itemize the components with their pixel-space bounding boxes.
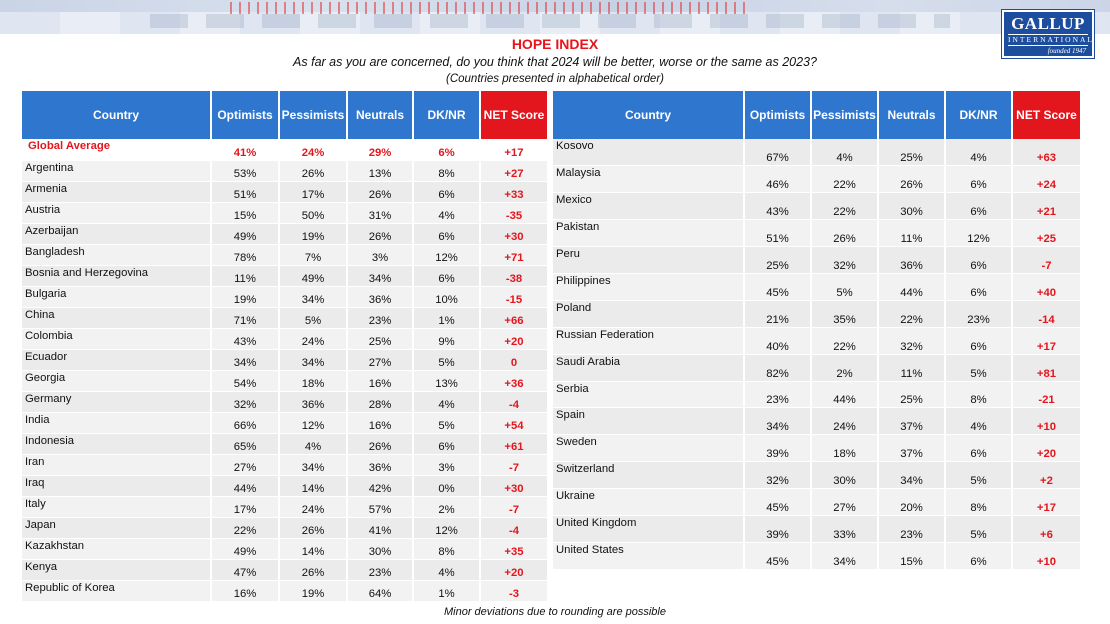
country-cell: Pakistan (553, 220, 744, 247)
pessimists-cell: 32% (811, 247, 878, 274)
neutrals-cell: 29% (347, 139, 413, 160)
table-row (22, 391, 547, 412)
optimists-cell: 23% (744, 381, 811, 408)
col-header-optimists: Optimists (744, 91, 811, 139)
net-score-cell: +71 (480, 244, 547, 265)
order-note: (Countries presented in alphabetical order) (446, 73, 664, 85)
optimists-cell: 41% (211, 139, 279, 160)
global-average-row (22, 139, 547, 160)
optimists-cell: 45% (744, 489, 811, 516)
country-cell: Russian Federation (553, 327, 744, 354)
neutrals-cell: 22% (878, 300, 945, 327)
dknr-cell: 5% (945, 354, 1012, 381)
neutrals-cell: 31% (347, 202, 413, 223)
country-cell: China (22, 307, 211, 328)
optimists-cell: 11% (211, 265, 279, 286)
neutrals-cell: 23% (347, 307, 413, 328)
country-cell: Republic of Korea (22, 580, 211, 601)
table-row (22, 538, 547, 559)
dknr-cell: 6% (945, 542, 1012, 569)
dknr-cell: 9% (413, 328, 480, 349)
pessimists-cell: 14% (279, 538, 347, 559)
pessimists-cell: 22% (811, 193, 878, 220)
pessimists-cell: 14% (279, 475, 347, 496)
optimists-cell: 40% (744, 327, 811, 354)
optimists-cell: 47% (211, 559, 279, 580)
country-cell: Saudi Arabia (553, 354, 744, 381)
pessimists-cell: 34% (279, 349, 347, 370)
dknr-cell: 3% (413, 454, 480, 475)
table-row (553, 166, 1080, 193)
pessimists-cell: 34% (811, 542, 878, 569)
dknr-cell: 8% (945, 381, 1012, 408)
optimists-cell: 46% (744, 166, 811, 193)
pessimists-cell: 36% (279, 391, 347, 412)
neutrals-cell: 25% (878, 139, 945, 166)
country-cell: Serbia (553, 381, 744, 408)
dknr-cell: 6% (413, 223, 480, 244)
optimists-cell: 43% (211, 328, 279, 349)
dknr-cell: 5% (413, 412, 480, 433)
net-score-cell: +21 (1012, 193, 1080, 220)
pessimists-cell: 5% (811, 273, 878, 300)
neutrals-cell: 11% (878, 354, 945, 381)
pessimists-cell: 17% (279, 181, 347, 202)
table-row (553, 462, 1080, 489)
country-cell: India (22, 412, 211, 433)
optimists-cell: 49% (211, 223, 279, 244)
net-score-cell: -4 (480, 391, 547, 412)
optimists-cell: 15% (211, 202, 279, 223)
logo-subtitle: INTERNATIONAL (1008, 35, 1094, 44)
neutrals-cell: 57% (347, 496, 413, 517)
pessimists-cell: 35% (811, 300, 878, 327)
optimists-cell: 43% (744, 193, 811, 220)
neutrals-cell: 3% (347, 244, 413, 265)
net-score-cell: +35 (480, 538, 547, 559)
table-row (22, 517, 547, 538)
pessimists-cell: 24% (279, 496, 347, 517)
country-cell: Kosovo (553, 139, 744, 166)
optimists-cell: 67% (744, 139, 811, 166)
net-score-cell: -21 (1012, 381, 1080, 408)
neutrals-cell: 37% (878, 435, 945, 462)
logo-founded: founded 1947 (1047, 47, 1086, 55)
pessimists-cell: 24% (279, 328, 347, 349)
dknr-cell: 8% (945, 489, 1012, 516)
pessimists-cell: 19% (279, 580, 347, 601)
table-row (22, 328, 547, 349)
net-score-cell: -15 (480, 286, 547, 307)
pessimists-cell: 30% (811, 462, 878, 489)
neutrals-cell: 26% (347, 433, 413, 454)
country-cell: Indonesia (22, 433, 211, 454)
dknr-cell: 6% (945, 273, 1012, 300)
pessimists-cell: 26% (279, 559, 347, 580)
net-score-cell: -7 (480, 454, 547, 475)
dknr-cell: 6% (413, 139, 480, 160)
neutrals-cell: 26% (878, 166, 945, 193)
survey-question: As far as you are concerned, do you think that 2024 will be better, worse or the same as 2023? (293, 55, 817, 69)
neutrals-cell: 37% (878, 408, 945, 435)
dknr-cell: 12% (413, 517, 480, 538)
pessimists-cell: 19% (279, 223, 347, 244)
neutrals-cell: 36% (347, 454, 413, 475)
dknr-cell: 6% (945, 193, 1012, 220)
table-row (553, 273, 1080, 300)
pessimists-cell: 26% (279, 160, 347, 181)
country-cell: Sweden (553, 435, 744, 462)
country-cell: Colombia (22, 328, 211, 349)
dknr-cell: 23% (945, 300, 1012, 327)
optimists-cell: 22% (211, 517, 279, 538)
table-row (553, 139, 1080, 166)
net-score-cell: +36 (480, 370, 547, 391)
neutrals-cell: 20% (878, 489, 945, 516)
pessimists-cell: 22% (811, 166, 878, 193)
country-cell: Azerbaijan (22, 223, 211, 244)
country-cell: Iran (22, 454, 211, 475)
neutrals-cell: 44% (878, 273, 945, 300)
country-cell: Kenya (22, 559, 211, 580)
dknr-cell: 6% (945, 435, 1012, 462)
pessimists-cell: 49% (279, 265, 347, 286)
optimists-cell: 32% (744, 462, 811, 489)
dknr-cell: 1% (413, 580, 480, 601)
header-banner (0, 0, 1110, 34)
col-header-pessimists: Pessimists (279, 91, 347, 139)
net-score-cell: +20 (1012, 435, 1080, 462)
neutrals-cell: 11% (878, 220, 945, 247)
net-score-cell: +30 (480, 223, 547, 244)
banner-text-pattern (150, 14, 950, 28)
neutrals-cell: 32% (878, 327, 945, 354)
table-row (22, 412, 547, 433)
dknr-cell: 6% (413, 265, 480, 286)
neutrals-cell: 25% (878, 381, 945, 408)
table-row (22, 559, 547, 580)
neutrals-cell: 36% (347, 286, 413, 307)
table-row (22, 181, 547, 202)
banner-pattern (230, 2, 750, 14)
pessimists-cell: 34% (279, 454, 347, 475)
dknr-cell: 4% (945, 408, 1012, 435)
table-row (553, 515, 1080, 542)
net-score-cell: +66 (480, 307, 547, 328)
pessimists-cell: 26% (811, 220, 878, 247)
dknr-cell: 4% (945, 139, 1012, 166)
neutrals-cell: 28% (347, 391, 413, 412)
pessimists-cell: 50% (279, 202, 347, 223)
table-row (22, 160, 547, 181)
right-table-body (553, 139, 1080, 569)
table-header-row (553, 91, 1080, 139)
optimists-cell: 39% (744, 515, 811, 542)
table-row (22, 244, 547, 265)
pessimists-cell: 26% (279, 517, 347, 538)
net-score-cell: -14 (1012, 300, 1080, 327)
col-header-country: Country (553, 91, 744, 139)
table-row (22, 223, 547, 244)
country-cell: Italy (22, 496, 211, 517)
dknr-cell: 1% (413, 307, 480, 328)
dknr-cell: 6% (945, 247, 1012, 274)
net-score-cell: +54 (480, 412, 547, 433)
country-cell: Switzerland (553, 462, 744, 489)
country-cell: Spain (553, 408, 744, 435)
optimists-cell: 51% (744, 220, 811, 247)
optimists-cell: 34% (744, 408, 811, 435)
optimists-cell: 21% (744, 300, 811, 327)
country-cell: Peru (553, 247, 744, 274)
col-header-dknr: DK/NR (945, 91, 1012, 139)
dknr-cell: 10% (413, 286, 480, 307)
optimists-cell: 71% (211, 307, 279, 328)
neutrals-cell: 30% (347, 538, 413, 559)
table-row (553, 489, 1080, 516)
table-row (22, 202, 547, 223)
optimists-cell: 19% (211, 286, 279, 307)
right-results-table (553, 91, 1080, 570)
dknr-cell: 5% (945, 515, 1012, 542)
neutrals-cell: 34% (878, 462, 945, 489)
neutrals-cell: 64% (347, 580, 413, 601)
pessimists-cell: 24% (279, 139, 347, 160)
net-score-cell: +61 (480, 433, 547, 454)
neutrals-cell: 26% (347, 181, 413, 202)
optimists-cell: 51% (211, 181, 279, 202)
neutrals-cell: 23% (878, 515, 945, 542)
net-score-cell: +40 (1012, 273, 1080, 300)
country-cell: Austria (22, 202, 211, 223)
optimists-cell: 39% (744, 435, 811, 462)
left-results-table (22, 91, 547, 602)
pessimists-cell: 22% (811, 327, 878, 354)
optimists-cell: 32% (211, 391, 279, 412)
neutrals-cell: 13% (347, 160, 413, 181)
pessimists-cell: 4% (811, 139, 878, 166)
table-row (22, 265, 547, 286)
table-row (553, 381, 1080, 408)
country-cell: Philippines (553, 273, 744, 300)
table-row (553, 542, 1080, 569)
net-score-cell: +30 (480, 475, 547, 496)
dknr-cell: 6% (413, 433, 480, 454)
country-cell: Bangladesh (22, 244, 211, 265)
neutrals-cell: 23% (347, 559, 413, 580)
country-cell: Bulgaria (22, 286, 211, 307)
neutrals-cell: 34% (347, 265, 413, 286)
table-row (22, 286, 547, 307)
col-header-country: Country (22, 91, 211, 139)
col-header-optimists: Optimists (211, 91, 279, 139)
optimists-cell: 25% (744, 247, 811, 274)
table-row (22, 307, 547, 328)
dknr-cell: 2% (413, 496, 480, 517)
table-row (553, 354, 1080, 381)
net-score-cell: +63 (1012, 139, 1080, 166)
optimists-cell: 78% (211, 244, 279, 265)
dknr-cell: 6% (945, 327, 1012, 354)
country-cell: Ecuador (22, 349, 211, 370)
neutrals-cell: 42% (347, 475, 413, 496)
net-score-cell: +20 (480, 559, 547, 580)
net-score-cell: -3 (480, 580, 547, 601)
net-score-cell: +17 (1012, 327, 1080, 354)
neutrals-cell: 16% (347, 370, 413, 391)
dknr-cell: 6% (945, 166, 1012, 193)
country-cell: Kazakhstan (22, 538, 211, 559)
net-score-cell: -38 (480, 265, 547, 286)
table-row (553, 193, 1080, 220)
dknr-cell: 4% (413, 559, 480, 580)
net-score-cell: +17 (480, 139, 547, 160)
optimists-cell: 45% (744, 273, 811, 300)
table-row (22, 475, 547, 496)
optimists-cell: 45% (744, 542, 811, 569)
col-header-pessimists: Pessimists (811, 91, 878, 139)
col-header-neutrals: Neutrals (878, 91, 945, 139)
table-row (22, 370, 547, 391)
pessimists-cell: 44% (811, 381, 878, 408)
net-score-cell: +6 (1012, 515, 1080, 542)
dknr-cell: 5% (413, 349, 480, 370)
optimists-cell: 54% (211, 370, 279, 391)
neutrals-cell: 36% (878, 247, 945, 274)
table-row (22, 580, 547, 601)
dknr-cell: 12% (945, 220, 1012, 247)
country-cell: Ukraine (553, 489, 744, 516)
table-header-row (22, 91, 547, 139)
country-cell: United Kingdom (553, 515, 744, 542)
country-cell: Bosnia and Herzegovina (22, 265, 211, 286)
pessimists-cell: 27% (811, 489, 878, 516)
table-row (22, 349, 547, 370)
dknr-cell: 8% (413, 538, 480, 559)
pessimists-cell: 2% (811, 354, 878, 381)
net-score-cell: +24 (1012, 166, 1080, 193)
pessimists-cell: 34% (279, 286, 347, 307)
pessimists-cell: 18% (811, 435, 878, 462)
country-cell: Argentina (22, 160, 211, 181)
neutrals-cell: 26% (347, 223, 413, 244)
net-score-cell: +33 (480, 181, 547, 202)
table-row (22, 454, 547, 475)
optimists-cell: 27% (211, 454, 279, 475)
dknr-cell: 5% (945, 462, 1012, 489)
country-cell: Global Average (22, 139, 211, 160)
country-cell: Malaysia (553, 166, 744, 193)
pessimists-cell: 18% (279, 370, 347, 391)
pessimists-cell: 5% (279, 307, 347, 328)
country-cell: Germany (22, 391, 211, 412)
table-row (553, 435, 1080, 462)
net-score-cell: +20 (480, 328, 547, 349)
net-score-cell: -7 (1012, 247, 1080, 274)
dknr-cell: 13% (413, 370, 480, 391)
table-row (22, 433, 547, 454)
dknr-cell: 0% (413, 475, 480, 496)
net-score-cell: +10 (1012, 408, 1080, 435)
net-score-cell: -7 (480, 496, 547, 517)
country-cell: Iraq (22, 475, 211, 496)
col-header-neutrals: Neutrals (347, 91, 413, 139)
optimists-cell: 16% (211, 580, 279, 601)
col-header-net-score: NET Score (480, 91, 547, 139)
col-header-dknr: DK/NR (413, 91, 480, 139)
table-row (553, 247, 1080, 274)
neutrals-cell: 15% (878, 542, 945, 569)
neutrals-cell: 16% (347, 412, 413, 433)
dknr-cell: 4% (413, 391, 480, 412)
country-cell: United States (553, 542, 744, 569)
net-score-cell: +81 (1012, 354, 1080, 381)
country-cell: Poland (553, 300, 744, 327)
pessimists-cell: 24% (811, 408, 878, 435)
net-score-cell: -35 (480, 202, 547, 223)
dknr-cell: 4% (413, 202, 480, 223)
optimists-cell: 34% (211, 349, 279, 370)
dknr-cell: 12% (413, 244, 480, 265)
col-header-net-score: NET Score (1012, 91, 1080, 139)
table-row (553, 220, 1080, 247)
country-cell: Mexico (553, 193, 744, 220)
net-score-cell: +27 (480, 160, 547, 181)
optimists-cell: 65% (211, 433, 279, 454)
optimists-cell: 82% (744, 354, 811, 381)
net-score-cell: +17 (1012, 489, 1080, 516)
optimists-cell: 44% (211, 475, 279, 496)
net-score-cell: +2 (1012, 462, 1080, 489)
dknr-cell: 8% (413, 160, 480, 181)
country-cell: Georgia (22, 370, 211, 391)
table-row (553, 408, 1080, 435)
neutrals-cell: 30% (878, 193, 945, 220)
pessimists-cell: 12% (279, 412, 347, 433)
neutrals-cell: 27% (347, 349, 413, 370)
pessimists-cell: 4% (279, 433, 347, 454)
logo-name: GALLUP (1011, 14, 1085, 33)
net-score-cell: 0 (480, 349, 547, 370)
neutrals-cell: 25% (347, 328, 413, 349)
pessimists-cell: 7% (279, 244, 347, 265)
country-cell: Japan (22, 517, 211, 538)
table-row (553, 300, 1080, 327)
optimists-cell: 53% (211, 160, 279, 181)
table-row (553, 327, 1080, 354)
net-score-cell: -4 (480, 517, 547, 538)
optimists-cell: 17% (211, 496, 279, 517)
pessimists-cell: 33% (811, 515, 878, 542)
country-cell: Armenia (22, 181, 211, 202)
rounding-footnote: Minor deviations due to rounding are possible (444, 606, 666, 618)
net-score-cell: +10 (1012, 542, 1080, 569)
table-row (22, 496, 547, 517)
optimists-cell: 49% (211, 538, 279, 559)
optimists-cell: 66% (211, 412, 279, 433)
page-title: HOPE INDEX (511, 36, 599, 52)
left-table-body (22, 139, 547, 601)
dknr-cell: 6% (413, 181, 480, 202)
neutrals-cell: 41% (347, 517, 413, 538)
net-score-cell: +25 (1012, 220, 1080, 247)
